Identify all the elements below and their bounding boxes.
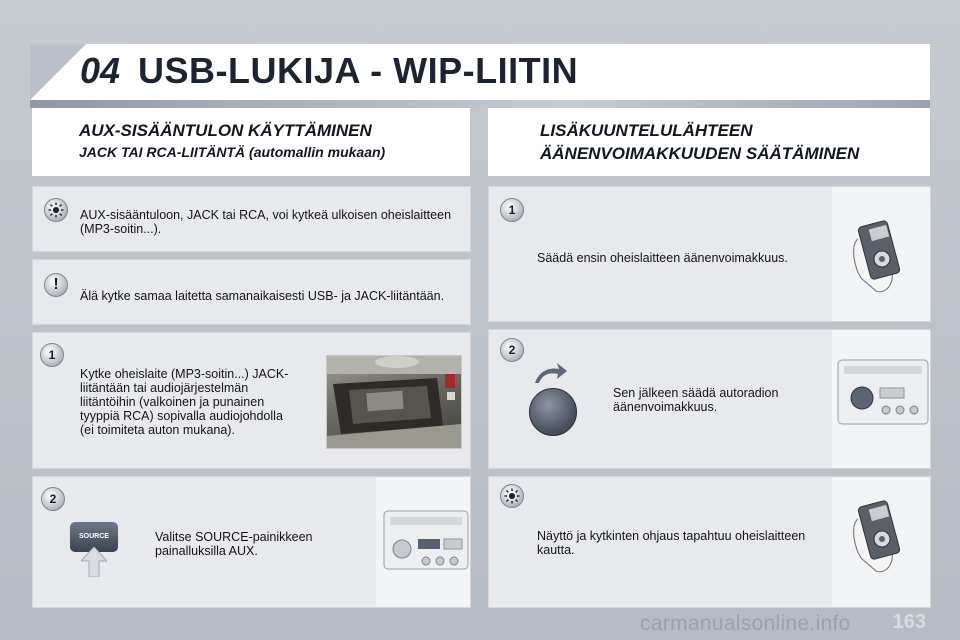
step-number-badge: 1 [40,343,64,367]
step-number-badge: 1 [500,198,524,222]
radio-illustration [376,477,470,607]
glovebox-photo [326,355,462,449]
volume-knob[interactable] [529,388,577,436]
left-step1-text: Kytke oheislaite (MP3-soitin...) JACK-liitäntään tai audiojärjestelmän liitäntöihin (valkoinen ja punainen tyyppiä RCA) sopivalla audiojohdolla (ei toimiteta auton mukana). [80,367,289,437]
info-sun-icon [500,484,524,508]
player-illustration [832,187,930,321]
chapter-number: 04 [80,50,121,91]
watermark: carmanualsonline.info [640,612,851,635]
right-step1-text: Säädä ensin oheislaitteen äänenvoimakkuus. [537,251,788,265]
rotate-arrow-icon [533,363,567,385]
left-info-text: AUX-sisääntuloon, JACK tai RCA, voi kytkeä ulkoisen oheislaitteen (MP3-soitin...). [80,208,452,236]
right-section-title-line2: ÄÄNENVOIMAKKUUDEN SÄÄTÄMINEN [540,144,860,163]
step-number-badge: 2 [500,338,524,362]
warning-icon: ! [44,273,68,297]
right-info-panel [488,476,931,608]
left-warning-text: Älä kytke samaa laitetta samanaikaisesti USB- ja JACK-liitäntään. [80,289,445,303]
radio-illustration [832,330,930,468]
right-step1-panel [488,186,931,322]
right-info-text: Näyttö ja kytkinten ohjaus tapahtuu oheislaitteen kautta. [537,529,806,557]
left-step2-text: Valitse SOURCE-painikkeen painalluksilla AUX. [155,530,313,558]
right-section-banner [488,108,930,176]
page-title: USB-LUKIJA - WIP-LIITIN [138,50,579,91]
left-section-subtitle: JACK TAI RCA-LIITÄNTÄ (automallin mukaan) [79,144,386,160]
source-button[interactable]: SOURCE [70,522,118,552]
right-section-title-line1: LISÄKUUNTELULÄHTEEN [540,121,753,140]
left-section-title: AUX-SISÄÄNTULON KÄYTTÄMINEN [79,121,372,140]
header-stripe [30,100,930,108]
header-corner-cut [30,44,86,100]
left-info-panel [32,186,471,252]
player-illustration [832,477,930,607]
right-step2-text: Sen jälkeen säädä autoradion äänenvoimakkuus. [613,386,779,414]
right-step2-panel [488,329,931,469]
left-section-banner [32,108,470,176]
left-warning-panel [32,259,471,325]
step-number-badge: 2 [41,487,65,511]
press-arrow-icon [81,547,107,577]
info-sun-icon [44,198,68,222]
page-number: 163 [892,611,926,633]
left-step2-panel [32,476,471,608]
